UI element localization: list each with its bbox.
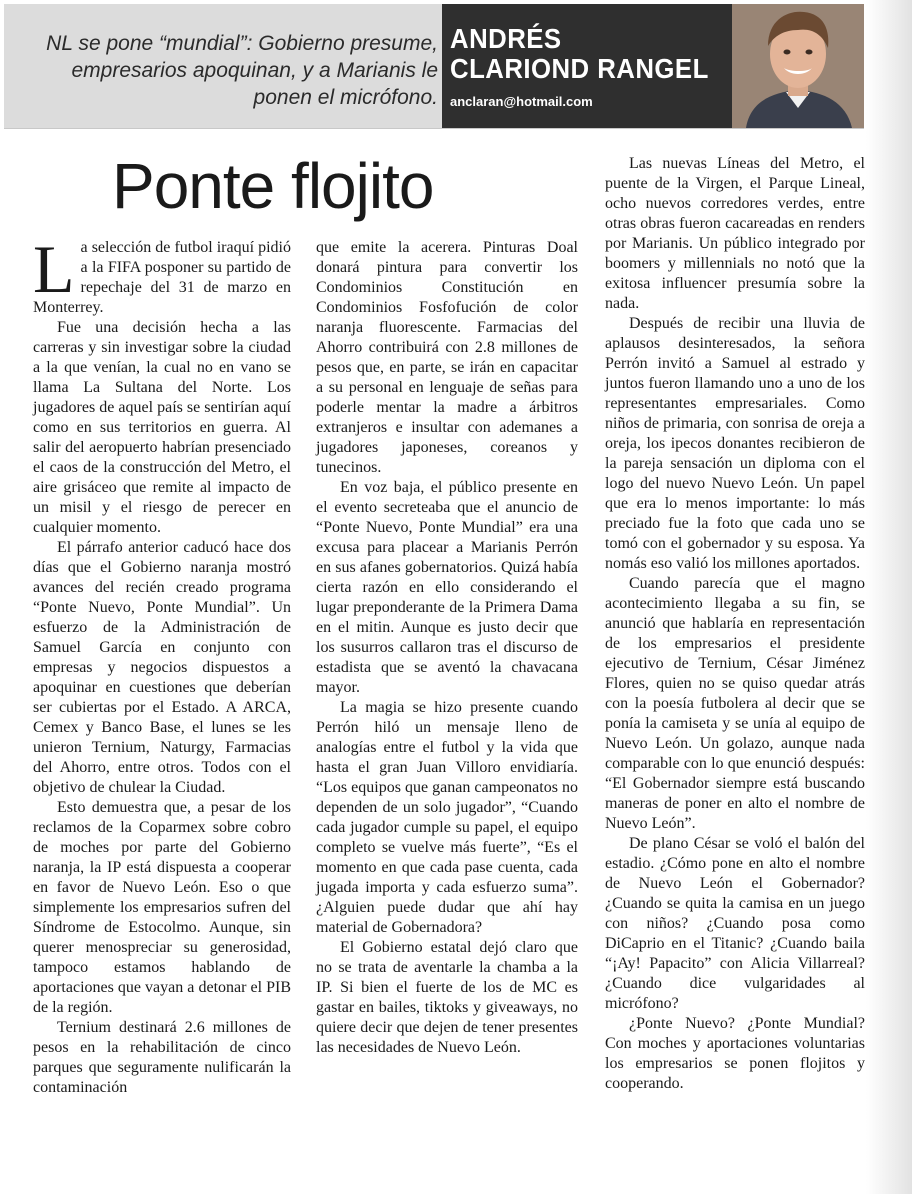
paragraph: De plano César se voló el balón del estadio. ¿Cómo pone en alto el nombre de Nuevo León el Gobernador? ¿Cuando se quita la camisa en un juego con niños? ¿Cuando posa como DiCaprio en el Titanic? ¿Cuando baila “¡Ay! Papacito” con Alicia Villarreal? ¿Cuando dice vulgaridades al micrófono? (605, 835, 865, 1012)
article-column-3 (605, 154, 865, 1094)
paragraph: La magia se hizo presente cuando Perrón hiló un mensaje lleno de analogías entre el futbol y la vida que hasta el gran Juan Villoro envidiaría. “Los equipos que ganan campeonatos no dependen de un solo jugador”, “Cuando cada jugador cumple su papel, el equipo completo se vuelve más fuerte”, “Es el momento en que cada pase cuenta, cada jugada importa y cada esfuerzo suma”. ¿Alguien puede dudar que ahí hay material de Gobernadora? (316, 699, 578, 936)
author-name (450, 24, 709, 84)
column-kicker: NL se pone “mundial”: Gobierno presume, empresarios apoquinan, y a Marianis le ponen el micrófono. (46, 32, 438, 109)
article-column-2 (316, 238, 578, 1058)
author-box (442, 4, 864, 128)
drop-cap: L (33, 231, 75, 307)
paragraph: El Gobierno estatal dejó claro que no se trata de aventarle la chamba a la IP. Si bien el fuerte de los de MC es gastar en bailes, tiktoks y giveaways, no quiere decir que dejen de tener presentes las necesidades de Nuevo León. (316, 939, 578, 1056)
author-photo (732, 4, 864, 128)
paragraph: Esto demuestra que, a pesar de los reclamos de la Coparmex sobre cobro de moches por parte del Gobierno naranja, la IP está dispuesta a cooperar en favor de Nuevo León. Eso o que simplemente los empresarios sufren del Síndrome de Estocolmo. Aunque, sin querer menospreciar su generosidad, tampoco estamos hablando de aportaciones que vayan a detonar el PIB de la región. (33, 799, 291, 1016)
paragraph: Fue una decisión hecha a las carreras y sin investigar sobre la ciudad a la que venían, la cual no en vano se llama La Sultana del Norte. Los jugadores de aquel país se sentirían aquí como en sus territorios en guerra. Al salir del aeropuerto habrían presenciado el caos de la construcción del Metro, el aire grisáceo que remite al impacto de un misil y el riesgo de perecer en cualquier momento. (33, 319, 291, 536)
author-email: anclaran@hotmail.com (450, 94, 593, 109)
paragraph: Cuando parecía que el magno acontecimiento llegaba a su fin, se anunció que hablaría en representación de los empresarios el presidente ejecutivo de Ternium, César Jiménez Flores, quien no se quiso quedar atrás con la poesía futbolera al decir que se ponía la camiseta y se unía al equipo de Nuevo León. Un golazo, aunque nada comparable con lo que enunció después: “El Gobernador siempre está buscando maneras de poner en alto el nombre de Nuevo León”. (605, 575, 865, 832)
author-last-name: CLARIOND RANGEL (450, 53, 709, 84)
article-column-1 (33, 231, 291, 1098)
paragraph: Después de recibir una lluvia de aplausos desinteresados, la señora Perrón invitó a Samuel al estrado y juntos fueron llamando uno a uno de los representantes empresariales. Como niños de primaria, con sonrisa de oreja a oreja, los ipecos donantes recibieron de la pareja sensación un diploma con el logo del nuevo Nuevo León. Un papel que era lo menos importante: lo más preciado fue la foto que cada uno se tomó con el gobernador y su esposa. Ya nomás eso valió los millones aportados. (605, 315, 865, 572)
paragraph: El párrafo anterior caducó hace dos días que el Gobierno naranja mostró avances del recién creado programa “Ponte Nuevo, Ponte Mundial”. Un esfuerzo de la Administración de Samuel García en conjunto con empresas y negocios dispuestos a apoquinar en cuestiones que deberían ser cubiertas por el Estado. A ARCA, Cemex y Banco Base, el lunes se les unieron Ternium, Naturgy, Farmacias del Ahorro, entre otros. Todos con el objetivo de chulear la Ciudad. (33, 539, 291, 796)
paragraph: ¿Ponte Nuevo? ¿Ponte Mundial? Con moches y aportaciones voluntarias los empresarios se ponen flojitos y cooperando. (605, 1015, 865, 1092)
paragraph (33, 231, 291, 318)
paragraph-text: a selección de futbol iraquí pidió a la FIFA posponer su partido de repechaje del 31 de marzo en Monterrey. (33, 239, 291, 316)
paragraph: que emite la acerera. Pinturas Doal donará pintura para convertir los Condominios Constitución en Condominios Fosfofución de color naranja fluorescente. Farmacias del Ahorro contribuirá con 2.8 millones de pesos que, en parte, se irán en capacitar a su personal en lenguaje de señas para poderle mentar la madre a árbitros extranjeros e insultar con ademanes a jugadores japoneses, coreanos y tunecinos. (316, 239, 578, 476)
author-first-name: ANDRÉS (450, 23, 562, 54)
article-title: Ponte flojito (112, 150, 434, 222)
paragraph: Ternium destinará 2.6 millones de pesos en la rehabilitación de cinco parques que seguramente nulificarán la contaminación (33, 1019, 291, 1096)
paragraph: Las nuevas Líneas del Metro, el puente de la Virgen, el Parque Lineal, ocho nuevos corredores verdes, entre otras obras fueron cacareadas en renders por Marianis. Un público integrado por boomers y millennials no notó que la exitosa influencer presumía sobre la nada. (605, 155, 865, 312)
paragraph: En voz baja, el público presente en el evento secreteaba que el anuncio de “Ponte Nuevo, Ponte Mundial” era una excusa para placear a Marianis Perrón en sus afanes gobernatorios. Quizá había cierta razón en ello considerando el lugar preponderante de la Primera Dama en el mitin. Aunque es justo decir que los susurros callaron tras el discurso de estadista que se aventó la chavacana mayor. (316, 479, 578, 696)
page-edge-shadow (866, 0, 912, 1194)
